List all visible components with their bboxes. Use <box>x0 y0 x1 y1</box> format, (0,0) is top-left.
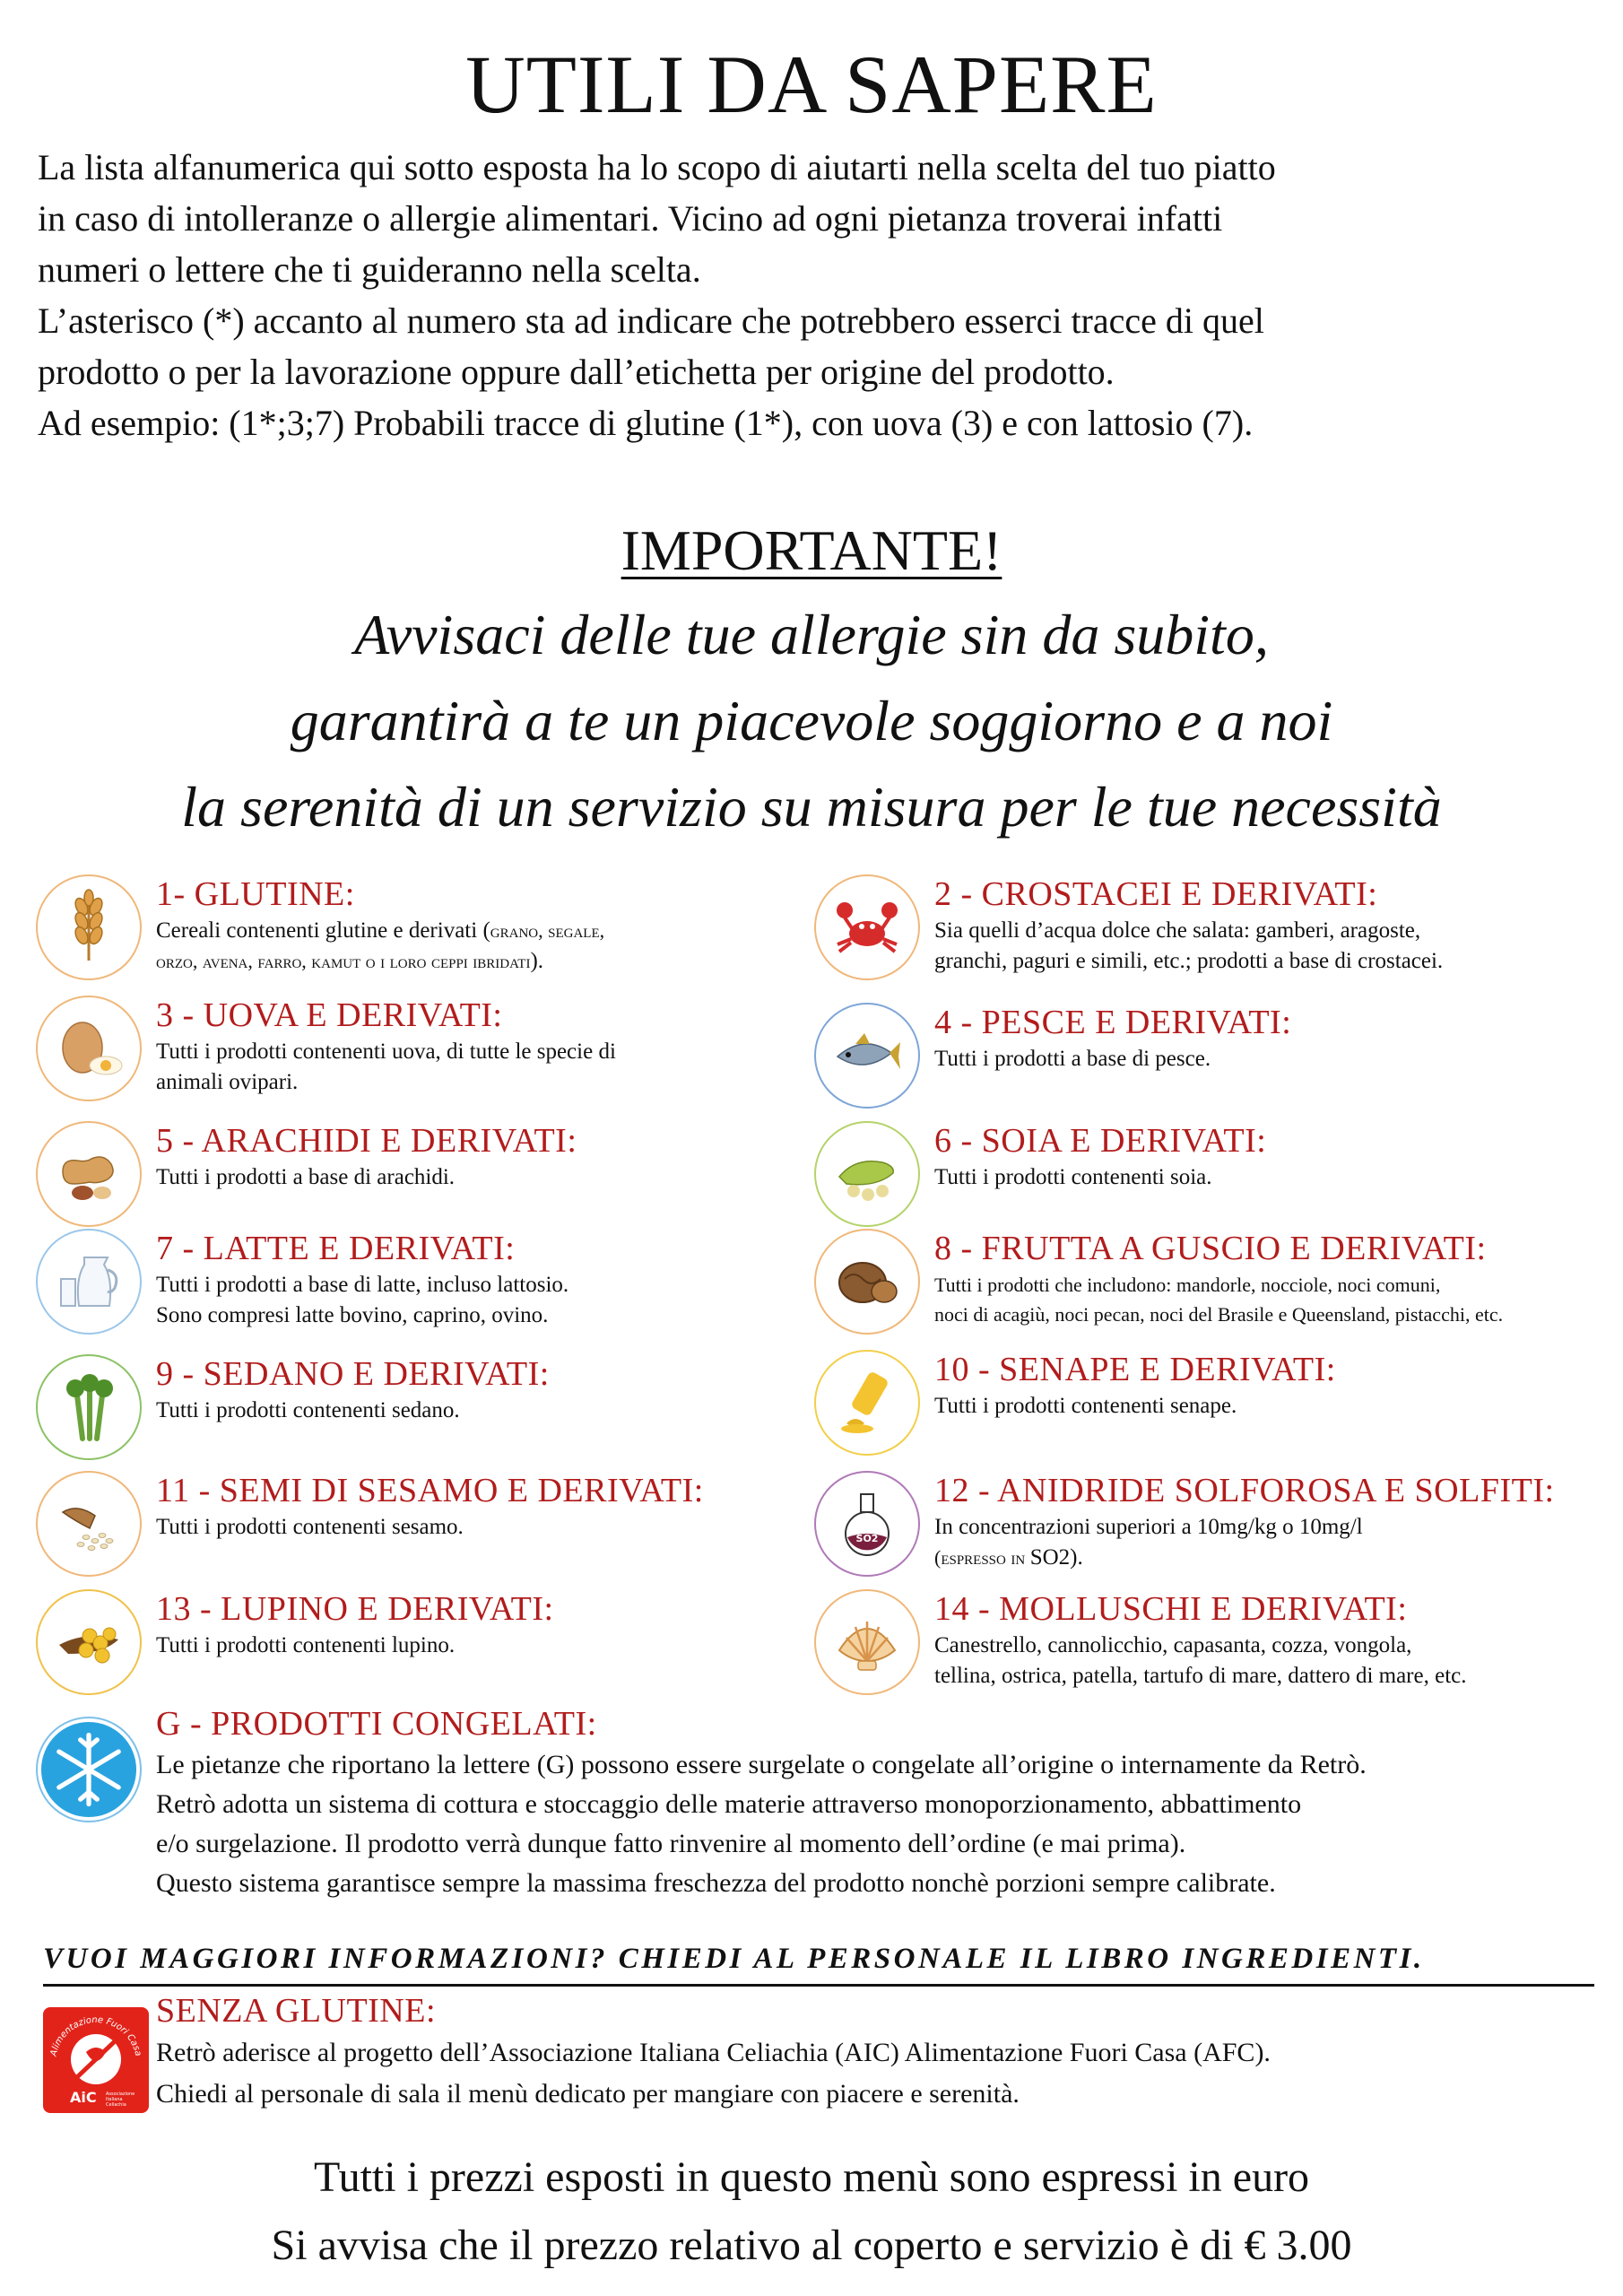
allergen-name: 11 - SEMI DI SESAMO E DERIVATI: <box>156 1472 704 1509</box>
allergen-name: 6 - SOIA E DERIVATI: <box>934 1122 1267 1160</box>
footer-line: Si avvisa che il prezzo relativo al coperto e servizio è di € 3.00 <box>271 2222 1352 2269</box>
important-heading <box>0 518 1623 582</box>
desc-text: Retrò adotta un sistema di cottura e stoccaggio delle materie attraverso monoporzionamento, abbattimento <box>156 1789 1302 1819</box>
desc-text: Tutti i prodotti contenenti sesamo. <box>156 1515 464 1539</box>
snowflake-icon <box>36 1717 142 1822</box>
desc-text: Canestrello, cannolicchio, capasanta, cozza, vongola, <box>934 1633 1412 1657</box>
footer-line: Tutti i prezzi esposti in questo menù sono espressi in euro <box>313 2153 1310 2201</box>
aic-logo <box>43 2007 149 2113</box>
allergen-description <box>156 1631 838 1661</box>
intro-line: La lista alfanumerica qui sotto esposta ha lo scopo di aiutarti nella scelta del tuo piatto <box>38 147 1276 187</box>
desc-text: orzo, avena, farro, kamut o i loro ceppi ibridati <box>156 950 531 972</box>
allergen-name: 9 - SEDANO E DERIVATI: <box>156 1355 550 1393</box>
soy-icon <box>814 1121 920 1227</box>
allergen-name: 2 - CROSTACEI E DERIVATI: <box>934 875 1378 913</box>
lupin-icon <box>36 1589 142 1695</box>
intro-line: in caso di intolleranze o allergie alimentari. Vicino ad ogni pietanza troverai infatti <box>38 198 1223 239</box>
desc-text: (espresso in <box>934 1546 1030 1569</box>
wheat-icon <box>36 874 142 980</box>
intro-line: Ad esempio: (1*;3;7) Probabili tracce di glutine (1*), con uova (3) e con lattosio (7). <box>38 403 1254 443</box>
price-footer <box>0 2144 1623 2280</box>
desc-text: Chiedi al personale di sala il menù dedicato per mangiare con piacere e serenità. <box>156 2079 1020 2109</box>
notice-line: garantirà a te un piacevole soggiorno e a noi <box>290 689 1333 752</box>
allergen-description <box>934 1162 1616 1193</box>
shell-icon <box>814 1589 920 1695</box>
allergen-description <box>934 916 1616 977</box>
allergen-name: 8 - FRUTTA A GUSCIO E DERIVATI: <box>934 1230 1487 1267</box>
desc-text: Tutti i prodotti a base di arachidi. <box>156 1165 456 1189</box>
frozen-description <box>156 1745 1618 1903</box>
desc-text: Tutti i prodotti contenenti sedano. <box>156 1398 460 1422</box>
desc-text: tellina, ostrica, patella, tartufo di mare, dattero di mare, etc. <box>934 1664 1467 1688</box>
intro-line: prodotto o per la lavorazione oppure dall’etichetta per origine del prodotto. <box>38 352 1115 392</box>
allergen-description <box>934 1631 1616 1692</box>
desc-text: Cereali contenenti glutine e derivati ( <box>156 918 490 943</box>
desc-text: Tutti i prodotti contenenti uova, di tutte le specie di <box>156 1039 616 1064</box>
desc-text: Tutti i prodotti a base di latte, incluso lattosio. <box>156 1273 569 1297</box>
desc-text: Tutti i prodotti contenenti soia. <box>934 1165 1212 1189</box>
frozen-title: G - PRODOTTI CONGELATI: <box>156 1705 597 1743</box>
logo-arc-text: Alimentazione Fuori Casa <box>48 2014 143 2057</box>
sulfite-flask-icon <box>814 1471 920 1577</box>
desc-text: e/o surgelazione. Il prodotto verrà dunque fatto rinvenire al momento dell’ordine (e mai prima). <box>156 1829 1186 1858</box>
desc-text: ). <box>530 949 544 973</box>
desc-text: animali ovipari. <box>156 1070 299 1094</box>
allergen-description <box>934 1391 1616 1422</box>
intro-line: L’asterisco (*) accanto al numero sta ad indicare che potrebbero esserci tracce di quel <box>38 300 1264 341</box>
celery-icon <box>36 1354 142 1460</box>
desc-text: In concentrazioni superiori a 10mg/kg o 10mg/l <box>934 1515 1363 1539</box>
notice-line: Avvisaci delle tue allergie sin da subito, <box>354 603 1269 666</box>
desc-text: Retrò aderisce al progetto dell’Associazione Italiana Celiachia (AIC) Alimentazione Fuori Casa (AFC). <box>156 2038 1271 2067</box>
intro-line: numeri o lettere che ti guideranno nella scelta. <box>38 249 701 290</box>
notice-line: la serenità di un servizio su misura per le tue necessità <box>181 775 1442 839</box>
desc-text: Sia quelli d’acqua dolce che salata: gamberi, aragoste, <box>934 918 1421 943</box>
allergen-description <box>934 1512 1616 1573</box>
fish-icon <box>814 1003 920 1109</box>
desc-text: Sono compresi latte bovino, caprino, ovino. <box>156 1303 549 1327</box>
peanut-icon <box>36 1121 142 1227</box>
desc-text: grano, segale, <box>490 919 605 942</box>
gluten-free-title: SENZA GLUTINE: <box>156 1992 437 2030</box>
allergen-name: 3 - UOVA E DERIVATI: <box>156 996 503 1034</box>
allergen-description <box>156 1396 838 1426</box>
walnut-icon <box>814 1229 920 1335</box>
logo-small-text: Celiachia <box>106 2102 126 2108</box>
logo-small-text: Associazione <box>106 2092 135 2097</box>
desc-text: Questo sistema garantisce sempre la massima freschezza del prodotto nonchè porzioni sempre calibrate. <box>156 1868 1276 1898</box>
allergen-name: 7 - LATTE E DERIVATI: <box>156 1230 516 1267</box>
sesame-icon <box>36 1471 142 1577</box>
desc-text: Tutti i prodotti contenenti senape. <box>934 1394 1237 1418</box>
allergen-description <box>934 1270 1616 1329</box>
desc-text: Tutti i prodotti che includono: mandorle, nocciole, noci comuni, <box>934 1274 1441 1296</box>
allergen-name: 14 - MOLLUSCHI E DERIVATI: <box>934 1590 1408 1628</box>
desc-text: Le pietanze che riportano la lettere (G) possono essere surgelate o congelate all’origine o internamente da Retrò. <box>156 1750 1367 1779</box>
allergen-description <box>156 1270 838 1331</box>
page-title: UTILI DA SAPERE <box>465 39 1158 130</box>
crab-icon <box>814 874 920 980</box>
desc-text: SO2). <box>1029 1545 1083 1570</box>
desc-text: granchi, paguri e simili, etc.; prodotti a base di crostacei. <box>934 949 1444 973</box>
allergen-name: 13 - LUPINO E DERIVATI: <box>156 1590 554 1628</box>
allergen-description <box>156 916 838 977</box>
allergen-name: 5 - ARACHIDI E DERIVATI: <box>156 1122 577 1160</box>
allergen-name: 4 - PESCE E DERIVATI: <box>934 1004 1292 1041</box>
flask-label: SO2 <box>855 1533 879 1544</box>
allergen-description <box>156 1037 838 1098</box>
allergen-name: 10 - SENAPE E DERIVATI: <box>934 1351 1336 1388</box>
logo-brand: AiC <box>70 2089 97 2106</box>
mustard-icon <box>814 1350 920 1456</box>
allergy-notice <box>0 592 1623 850</box>
allergen-name: 12 - ANIDRIDE SOLFOROSA E SOLFITI: <box>934 1472 1555 1509</box>
important-heading-text: IMPORTANTE! <box>621 518 1002 582</box>
gluten-free-description <box>156 2032 1618 2115</box>
milk-icon <box>36 1229 142 1335</box>
intro-text <box>38 142 1598 448</box>
more-info-banner: VUOI MAGGIORI INFORMAZIONI? CHIEDI AL PERSONALE IL LIBRO INGREDIENTI. <box>43 1937 1594 1987</box>
allergen-description <box>934 1044 1616 1074</box>
desc-text: Tutti i prodotti a base di pesce. <box>934 1047 1211 1071</box>
logo-small-text: Italiana <box>106 2097 123 2102</box>
allergen-name: 1- GLUTINE: <box>156 875 355 913</box>
egg-icon <box>36 996 142 1101</box>
desc-text: Tutti i prodotti contenenti lupino. <box>156 1633 456 1657</box>
allergen-description <box>156 1512 838 1543</box>
allergen-description <box>156 1162 838 1193</box>
desc-text: noci di acagiù, noci pecan, noci del Brasile e Queensland, pistacchi, etc. <box>934 1303 1504 1326</box>
